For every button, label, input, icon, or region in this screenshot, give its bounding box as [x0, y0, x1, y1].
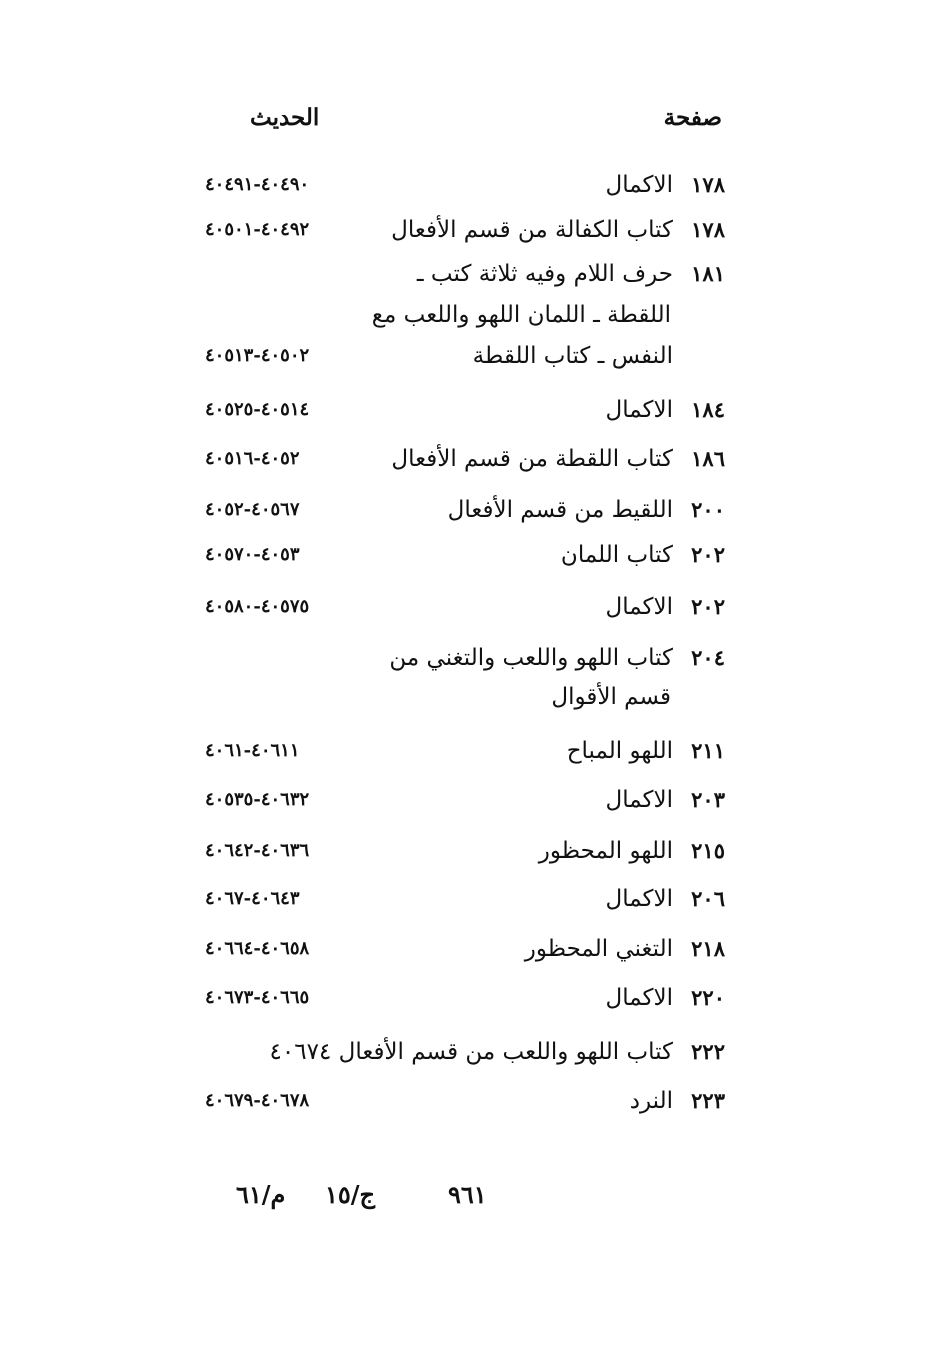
entry-hadith-range: ٤٠٦٧٨-٤٠٦٧٩ — [205, 1090, 310, 1111]
entry-page-number: ١٨١ — [691, 261, 725, 286]
entry-title: كتاب اللهو واللعب من قسم الأفعال ٤٠٦٧٤ — [269, 1039, 673, 1065]
index-entry — [205, 542, 725, 576]
index-entry — [205, 886, 725, 920]
entry-page-number: ٢٢٢ — [691, 1039, 725, 1064]
index-entry — [205, 217, 725, 251]
entry-hadith-range: ٤٠٦٥٨-٤٠٦٦٤ — [205, 938, 310, 959]
entry-page-number: ٢٠٤ — [691, 645, 725, 670]
index-entry — [205, 936, 725, 970]
index-entry — [205, 261, 725, 295]
entry-page-number: ٢٠٦ — [691, 886, 725, 911]
entry-page-number: ٢٠٣ — [691, 787, 725, 812]
index-entry — [205, 594, 725, 628]
index-entry — [205, 738, 725, 772]
entry-page-number: ٢٠٢ — [691, 594, 725, 619]
entry-title-continuation: اللقطة ـ اللمان اللهو واللعب مع — [371, 302, 671, 328]
index-entry — [205, 645, 725, 679]
entry-hadith-range: ٤٠٥٢-٤٠٥١٦ — [205, 448, 300, 469]
index-entry — [205, 343, 725, 377]
index-entry — [205, 172, 725, 206]
page-footer — [0, 1180, 928, 1220]
entry-title: اللقيط من قسم الأفعال — [447, 497, 673, 523]
index-entry — [205, 787, 725, 821]
index-entry — [205, 446, 725, 480]
entry-hadith-range: ٤٠٦٦٥-٤٠٦٧٣ — [205, 987, 310, 1008]
index-entry — [205, 838, 725, 872]
entry-page-number: ١٨٦ — [691, 446, 725, 471]
entry-title: الاكمال — [605, 594, 673, 620]
entry-hadith-range: ٤٠٥٣-٤٠٥٧٠ — [205, 544, 300, 565]
entry-title: حرف اللام وفيه ثلاثة كتب ـ — [416, 261, 673, 287]
entry-title-continuation: النفس ـ كتاب اللقطة — [472, 343, 673, 369]
hadith-column-header: الحديث — [250, 104, 320, 131]
index-entry — [205, 1088, 725, 1122]
entry-page-number: ٢١٥ — [691, 838, 725, 863]
entry-hadith-range: ٤٠٥٧٥-٤٠٥٨٠ — [205, 596, 310, 617]
entry-page-number: ٢٠٠ — [691, 497, 725, 522]
entry-title: كتاب اللهو واللعب والتغني من — [389, 645, 673, 671]
entry-page-number: ٢٠٢ — [691, 542, 725, 567]
index-entry — [205, 985, 725, 1019]
entry-page-number: ١٧٨ — [691, 217, 725, 242]
entry-hadith-range: ٤٠٥١٤-٤٠٥٢٥ — [205, 399, 310, 420]
entry-title: التغني المحظور — [524, 936, 673, 962]
entry-title: كتاب الكفالة من قسم الأفعال — [391, 217, 673, 243]
index-entry — [205, 497, 725, 531]
index-entry — [205, 397, 725, 431]
entry-hadith-range: ٤٠٤٩٠-٤٠٤٩١ — [205, 174, 310, 195]
entry-page-number: ١٧٨ — [691, 172, 725, 197]
volume-mark: ج/١٥ — [325, 1180, 376, 1209]
entry-title: الاكمال — [605, 787, 673, 813]
entry-title-continuation: قسم الأقوال — [551, 684, 671, 710]
entry-title: اللهو المباح — [566, 738, 673, 764]
entry-hadith-range: ٤٠٦١١-٤٠٦١ — [205, 740, 300, 761]
entry-page-number: ٢١٨ — [691, 936, 725, 961]
entry-title: كتاب اللقطة من قسم الأفعال — [391, 446, 673, 472]
entry-title: الاكمال — [605, 397, 673, 423]
entry-page-number: ٢٢٠ — [691, 985, 725, 1010]
entry-page-number: ٢١١ — [691, 738, 725, 763]
entry-title: الاكمال — [605, 172, 673, 198]
entry-title: اللهو المحظور — [538, 838, 673, 864]
signature-mark: م/٦١ — [236, 1180, 286, 1209]
entry-hadith-range: ٤٠٤٩٢-٤٠٥٠١ — [205, 219, 310, 240]
entry-hadith-range: ٤٠٥٠٢-٤٠٥١٣ — [205, 345, 310, 366]
entry-hadith-range: ٤٠٦٣٦-٤٠٦٤٢ — [205, 840, 310, 861]
entry-title: النرد — [629, 1088, 673, 1114]
page-column-header: صفحة — [663, 104, 722, 131]
index-entry — [205, 1039, 725, 1073]
entry-page-number: ١٨٤ — [691, 397, 725, 422]
entry-hadith-range: ٤٠٦٣٢-٤٠٥٣٥ — [205, 789, 310, 810]
entry-title: الاكمال — [605, 985, 673, 1011]
entry-title: الاكمال — [605, 886, 673, 912]
entry-page-number: ٢٢٣ — [691, 1088, 725, 1113]
entry-hadith-range: ٤٠٦٤٣-٤٠٦٧ — [205, 888, 300, 909]
entry-title: كتاب اللمان — [560, 542, 673, 568]
entry-hadith-range: ٤٠٥٦٧-٤٠٥٢ — [205, 499, 300, 520]
page-number: ٩٦١ — [448, 1180, 487, 1209]
